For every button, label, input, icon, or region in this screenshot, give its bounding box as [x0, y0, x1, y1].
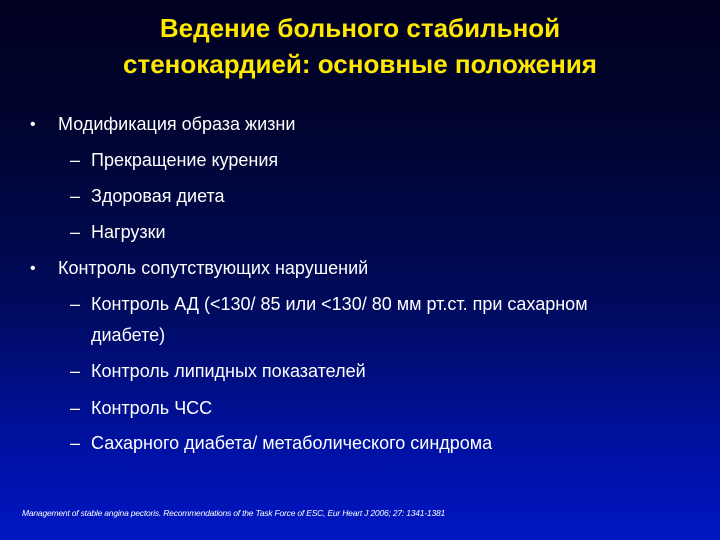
- dash-marker: –: [70, 294, 81, 314]
- dash-marker: –: [70, 398, 81, 418]
- sub-item-blood-pressure-continued: диабете): [91, 325, 166, 345]
- dash-marker: –: [70, 222, 81, 242]
- dash-marker: –: [70, 361, 81, 381]
- dash-marker: –: [70, 150, 81, 170]
- sub-item-blood-pressure-control: Контроль АД (<130/ 85 или <130/ 80 мм рт.ст. при сахарном: [91, 294, 588, 314]
- slide-title: [60, 10, 660, 82]
- title-line-2: стенокардией: основные положения: [123, 49, 597, 79]
- sub-item-diabetes-metabolic-syndrome: Сахарного диабета/ метаболического синдрома: [91, 433, 493, 453]
- bullet-marker-2: •: [30, 260, 36, 277]
- sub-item-exercise: Нагрузки: [91, 222, 166, 242]
- reference-citation: Management of stable angina pectoris. Recommendations of the Task Force of ESC, Eur Heart J 2006; 27: 1341-1381: [22, 508, 446, 518]
- dash-marker: –: [70, 433, 81, 453]
- bullet-comorbidity-control: Контроль сопутствующих нарушений: [58, 258, 369, 278]
- title-line-1: Ведение больного стабильной: [159, 13, 561, 43]
- dash-marker: –: [70, 186, 81, 206]
- sub-item-healthy-diet: Здоровая диета: [91, 186, 225, 206]
- bullet-marker-1: •: [30, 116, 36, 133]
- bullet-lifestyle-modification: Модификация образа жизни: [58, 114, 296, 134]
- sub-item-smoking-cessation: Прекращение курения: [91, 150, 279, 170]
- sub-item-lipid-control: Контроль липидных показателей: [91, 361, 366, 381]
- sub-item-heart-rate-control: Контроль ЧСС: [91, 398, 213, 418]
